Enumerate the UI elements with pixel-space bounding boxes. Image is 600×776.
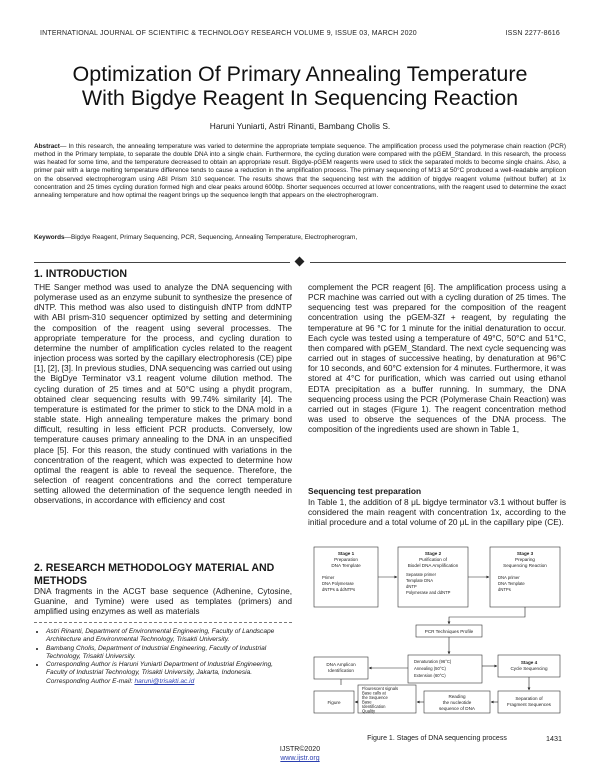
stage4-sub: Cycle Sequencing [510, 666, 548, 671]
stage1-sub: Preparation [334, 557, 358, 562]
methods-text: complement the PCR reagent [6]. The amplification process using a PCR machine was carried out with a cycling duration of 25 times. The sequencing test was prepared for the composition of the reagent concentration using the pGEM-3Zf + reagent, by regulating the temperature at 96 °C for 1 minute for the initial denaturation to occur. Each cycle was tested using a temperature of 49°C, 50°C and 51°C, then compared with pGEM_Standard. The next cycle sequencing was carried out in stages of successive heating, by denaturation at 96°C for 10 seconds, and 60°C extension for 4 minutes. Furthermore, it was stored at 4°C for purification, which was carried out using ethanol EDTA precipitation as a buffer running. In summary, the DNA sequencing process using the PCR (Polymerase Chain Reaction) was carried out in stages (Figure 1). The reagent concentration method was used to observe the sequences of the DNA process. The composition of the ingredients used are shown in Table 1, [308, 282, 566, 435]
page-number: 1431 [546, 734, 562, 743]
footnote-item: • Bambang Cholis, Department of Industrial Engineering, Faculty of Industrial Technology, Trisakti University. [46, 645, 292, 662]
stage1-item: DNA Polymerase [322, 581, 354, 586]
stage2-box [398, 547, 468, 607]
reading-label-2: the nucleotide [442, 700, 472, 705]
dna-sequencing-flowchart [312, 545, 564, 715]
intro-heading: 1. INTRODUCTION [34, 268, 127, 280]
seq-test-text: In Table 1, the addition of 8 μL bigdye terminator v3.1 without buffer is considered the main reagent with concentration 1x, according to the initial procedure and a total volume of 20 μL in the capillary pipe (CE). [308, 497, 566, 528]
issn-label: ISSN 2277-8616 [505, 30, 560, 37]
abstract-label: Abstract [34, 143, 60, 150]
abstract [34, 143, 566, 200]
footer-url-link[interactable]: www.ijstr.org [280, 755, 320, 762]
cycle-item: Annealing (50°C) [414, 666, 446, 671]
stage1-title: Stage 1 [337, 551, 355, 556]
stage3-item: DNA primer [498, 575, 520, 580]
footer-journal: IJSTR©2020 [279, 746, 321, 753]
stage3-title: Stage 3 [516, 551, 534, 556]
footnote-item: • Astri Rinanti, Department of Environmental Engineering, Faculty of Landscape Architecture and Environmental Technology, Trisakti University. [46, 628, 292, 645]
pcr-label: PCR Techniques Profile [424, 629, 474, 634]
separation-label-1: Separation of [515, 696, 543, 701]
keywords [34, 234, 566, 242]
stage2-item: dNTP [406, 584, 417, 589]
email-link[interactable]: haruni@trisakti.ac.id [134, 677, 195, 685]
journal-header: INTERNATIONAL JOURNAL OF SCIENTIFIC & TECHNOLOGY RESEARCH VOLUME 9, ISSUE 03, MARCH 2020 [40, 30, 417, 37]
reading-label-3: sequence of DNA [438, 706, 476, 711]
bottom-left-label: Figure [327, 700, 341, 705]
output-item: Base calls at [362, 690, 386, 696]
footnote-rule [34, 622, 292, 623]
research-heading: 2. RESEARCH METHODOLOGY MATERIAL AND METHODS [34, 562, 275, 587]
stage2-item: Template DNA [406, 578, 433, 583]
diamond-icon [295, 257, 305, 267]
section-divider [34, 258, 566, 266]
stage1-sub2: DNA Template [331, 563, 361, 568]
keywords-text: —Bigdye Reagent, Primary Sequencing, PCR, Sequencing, Annealing Temperature, Electropherogram, [64, 234, 358, 241]
title-line-2: With Bigdye Reagent In Sequencing Reaction [81, 86, 519, 110]
email-line [46, 678, 292, 686]
stage3-sub: Preparing [515, 557, 535, 562]
stage3-item: DNA Template [498, 581, 525, 586]
separation-label-2: Fragment Sequences [507, 702, 551, 707]
footnote-item: • Corresponding Author is Haruni Yuniarti Department of Industrial Engineering, Faculty of Industrial Technology, Trisakti University, Jakarta, Indonesia. [46, 661, 292, 678]
email-label: Corresponding Author E-mail: [46, 677, 133, 685]
cycle-item: Denaturation (96°C) [414, 659, 452, 664]
stage2-item: Polymerase and ddNTP [406, 590, 451, 595]
stage3-item: dNTPs [498, 587, 511, 592]
output-item: Base [362, 699, 372, 705]
title-line-1: Optimization Of Primary Annealing Temperature [72, 62, 528, 86]
reading-label-1: Reading [448, 694, 466, 699]
cycle-item: Extension (60°C) [414, 673, 446, 678]
output-item: the Sequence [362, 695, 388, 700]
abstract-text: — In this research, the annealing temperature was varied to determine the appropriate template sequence. The amplification process used the polymerase chain reaction (PCR) method in the Primary template, to separate the double DNA into a single chain. Furthermore, the cycling duration were compared with the pGEM_Standard. In this research, the process was heated for some time, and the temperature decreased to obtain an appropriate result. Bigdye-pGEM reagents were used to stick the separated molds to become single chains. Also, a primer pair with a large melting temperature difference tends to cause a reduction in the amplification process. The primary sequencing of M13 at 50°C produced a well-readable amplicon on the observed electropherogram using ABI Prism 310 sequencer. The results shows that the sequencing test with the addition of bigdye reagent volume (without buffer) at 1x concentration and 25 times cycling duration formed high and clear peaks around 600bp. Shorter sequences occurred at lower concentrations, with the reagent used to determine the exact annealing temperature and how optimal the reagent brings up the sequence length that appears on the electropherogram. [34, 143, 566, 199]
stage4-title: Stage 4 [520, 660, 538, 665]
stage2-title: Stage 2 [424, 551, 442, 556]
figure-caption: Figure 1. Stages of DNA sequencing process [367, 735, 507, 742]
research-text: DNA fragments in the ACGT base sequence (Adhenine, Cytosine, Guanine, and Tymine) were used as templates (primers) and amplified using enzymes as well as materials [34, 586, 292, 617]
footnotes [34, 628, 292, 686]
intro-text: THE Sanger method was used to analyze the DNA sequencing with polymerase used as an enzyme subunit to synthesize the presence of dNTP. This method was also used to distinguish dNTP from ddNTP with ABI prism-310 sequencer optimized by setting and determining the composition of the reagent using several processes. The appropriate temperature for the process, and cycling duration to determine the number of amplification cycles related to the reagent injection process was sorted by the capillary electrophoresis (CE) pipe [1], [2], [3]. In previous studies, DNA sequencing was carried out using the BigDye Terminator v3.1 reagent volume dilution method. The cycling duration of 25 times and at 50°C using a phydit program, obtained clear sequencing results with 99.74% similarity [4]. The temperature is estimated for the primer to stick to the DNA mold in a stable state. High annealing temperature makes the primary bond difficult, resulting in less efficient PCR products. Conversely, low temperature causes primary annealing to the DNA in an unspecified place [5]. For this reason, the study continued with variations in the concentration of the reagent, which was expected to determine how optimal the reagent is able to reveal the sequence. Therefore, the selection of reagent concentrations and the correct temperature setting allowed the determination of the sequence length needed in observations, in accordance with efficiency and cost [34, 282, 292, 506]
stage2-sub: Purification of [419, 557, 447, 562]
dna-label-1: DNA Amplicon [326, 662, 356, 667]
keywords-label: Keywords [34, 234, 65, 241]
output-item: Identification [362, 704, 386, 709]
stage1-item: dNTPs & ddNTPs [322, 587, 356, 592]
paper-title [40, 62, 560, 110]
stage2-item: Separate primer [406, 572, 437, 577]
authors: Haruni Yuniarti, Astri Rinanti, Bambang Cholis S. [209, 121, 391, 131]
seq-test-heading: Sequencing test preparation [308, 486, 422, 496]
output-item: Flourescent signals [362, 686, 399, 691]
output-item: Quality [362, 708, 376, 714]
stage2-sub2: Biodel DNA Amplification [407, 563, 459, 568]
stage3-sub2: Sequencing Reaction [503, 563, 547, 568]
stage1-item: Primer [322, 575, 335, 580]
dna-label-2: Identification [328, 668, 354, 673]
